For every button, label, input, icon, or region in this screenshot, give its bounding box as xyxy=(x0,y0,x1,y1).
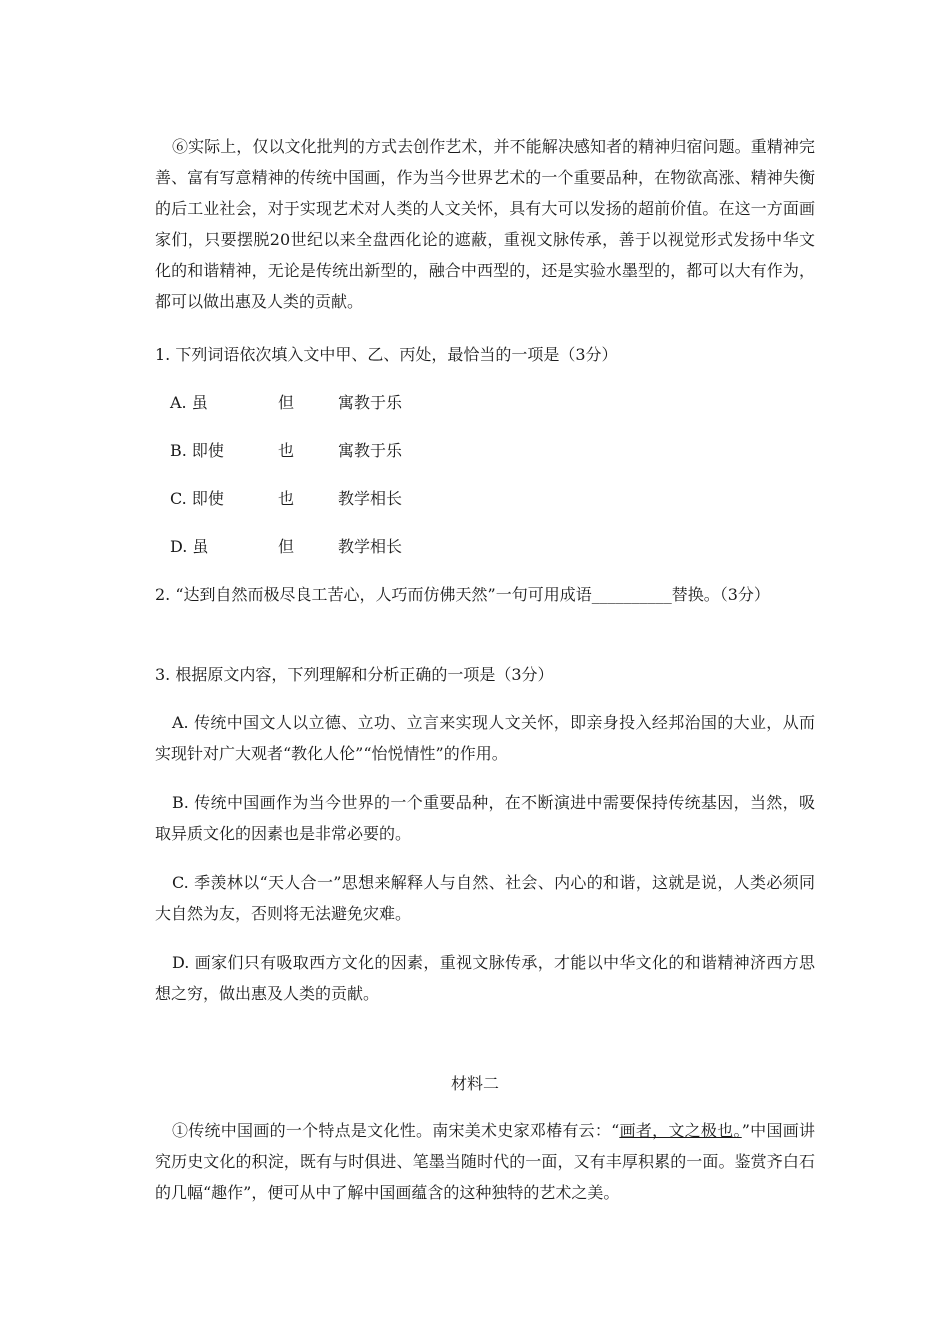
option-word-2: 也 xyxy=(278,441,295,460)
quote-intro: ①传统中国画的一个特点是文化性。南宋美术史家邓椿有云：“ xyxy=(172,1121,620,1140)
option-word-2: 但 xyxy=(278,393,295,412)
paragraph-6: ⑥实际上，仅以文化批判的方式去创作艺术，并不能解决感知者的精神归宿问题。重精神完善、富有写意精神的传统中国画，作为当今世界艺术的一个重要品种，在物欲高涨、精神失衡的后工业社会，对于实现艺术对人类的人文关怀，具有大可以发扬的超前价值。在这一方面画家们，只要摆脱20世纪以来全盘西化论的遮蔽，重视文脉传承，善于以视觉形式发扬中华文化的和谐精神，无论是传统出新型的，融合中西型的，还是实验水墨型的，都可以大有作为，都可以做出惠及人类的贡献。 xyxy=(155,137,815,311)
question-3-option-a: A. 传统中国文人以立德、立功、立言来实现人文关怀，即亲身投入经邦治国的大业，从而实现针对广大观者“教化人伦”“怡悦情性”的作用。 xyxy=(155,713,815,763)
question-3-stem: 3. 根据原文内容，下列理解和分析正确的一项是（3分） xyxy=(155,665,554,684)
question-3-option-b: B. 传统中国画作为当今世界的一个重要品种，在不断演进中需要保持传统基因，当然，吸取异质文化的因素也是非常必要的。 xyxy=(155,793,815,843)
question-3-option-d: D. 画家们只有吸取西方文化的因素，重视文脉传承，才能以中华文化的和谐精神济西方思想之穷，做出惠及人类的贡献。 xyxy=(155,953,815,1003)
option-word-3: 寓教于乐 xyxy=(338,393,403,412)
option-word-1: A. 虽 xyxy=(170,393,208,412)
question-1-stem: 1. 下列词语依次填入文中甲、乙、丙处，最恰当的一项是（3分） xyxy=(155,345,618,364)
option-word-1: B. 即使 xyxy=(170,441,224,460)
option-word-3: 教学相长 xyxy=(338,489,403,508)
underlined-quote: 画者，文之极也。 xyxy=(619,1121,742,1140)
paragraph-rest: ”中国画讲究历史文化的积淀，既有与时俱进、笔墨当随时代的一面，又有丰厚积累的一面。鉴赏齐白石的几幅“趣作”，便可从中了解中国画蕴含的这种独特的艺术之美。 xyxy=(155,1121,815,1202)
option-word-2: 但 xyxy=(278,537,295,556)
question-1-option-a xyxy=(170,387,402,418)
question-2-stem: 2. “达到自然而极尽良工苦心，人巧而仿佛天然”一句可用成语__________替换。（3分） xyxy=(155,585,770,604)
question-1-option-c xyxy=(170,483,402,514)
material-2-heading: 材料二 xyxy=(450,1074,499,1093)
question-3-option-c: C. 季羡林以“天人合一”思想来解释人与自然、社会、内心的和谐，这就是说，人类必须同大自然为友，否则将无法避免灾难。 xyxy=(155,873,815,923)
option-word-3: 寓教于乐 xyxy=(338,441,403,460)
material-2-paragraph-1 xyxy=(155,1115,815,1208)
question-1-option-d xyxy=(170,531,402,562)
option-word-2: 也 xyxy=(278,489,295,508)
option-word-1: D. 虽 xyxy=(170,537,209,556)
question-1-option-b xyxy=(170,435,402,466)
option-word-1: C. 即使 xyxy=(170,489,224,508)
option-word-3: 教学相长 xyxy=(338,537,403,556)
